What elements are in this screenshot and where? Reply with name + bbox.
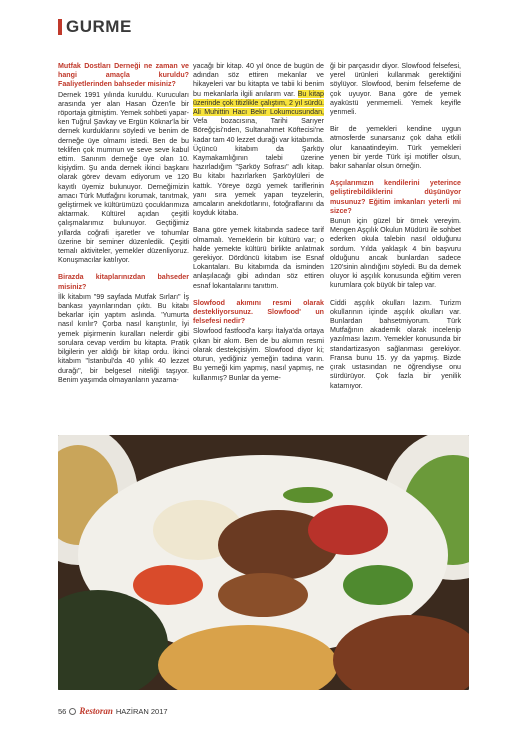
grilled-pepper <box>308 505 388 555</box>
answer-3-continued: ği bir parçasıdır diyor. Slowfood felsefesi, yerel ürünleri kullanmak gerektiğini söylüyor. Slowfood, benim felsefeme de çok uyuyor. Bana göre de yemek ayaküstü yenmemeli. Yemek keyifle yenmeli. <box>330 62 461 117</box>
question-1: Mutfak Dostları Derneği ne zaman ve hangi amaçla kuruldu? Faaliyetlerinden bahseder misiniz? <box>58 62 189 89</box>
issue-date: HAZİRAN 2017 <box>115 706 168 716</box>
answer-4: Bunun için güzel bir örnek vereyim. Mengen Aşçılık Okulun Müdürü ile sohbet ederken okula talebin nasıl olduğunu sordum. Yılda yaklaşık 4 bin başvuru olduğunu ancak bunlardan sadece 120'sinin alındığını söyledi. Bu da demek oluyor ki aşçılık konusunda eğitim veren kurumlara çok büyük bir talep var. <box>330 217 461 290</box>
page-number: 56 <box>58 706 67 716</box>
answer-4-paragraph-2: Ciddi aşçılık okulları lazım. Turizm okullarının içinde aşçılık okulları var. Bunlardan bahsetmiyorum. Türk Mutfağının akademik olarak incelenip yazılması lazım. Yemekler konusunda bir standartizasyon sağlanması gerekiyor. Fransa bunu 15. yy da yapmış. Bizde çırak ustasından ne öğrendiyse onu sürdürüyor. Çok fazla bir yenilik katamıyor. <box>330 298 461 390</box>
answer-3-paragraph-2: Bir de yemekleri kendine uygun atmosferde sunarsanız çok daha etkili olur kanaatindeyim. Türk yemekleri yenen bir yerde Türk işi motifler olsun, bakır sahanlar olsun örneğin. <box>330 125 461 171</box>
answer-2-paragraph-2: Bana göre yemek kitabında sadece tarif olmamalı. Yemeklerin bir kültürü var; o halde yemekte kültürü birlikte anlatmak gerekiyor. Dördüncü kitabım ise Esnaf Lokantaları. Bu kitabımda da isminden anlaşılacağı gibi adından söz ettiren esnaf lokantalarını tanıttım. <box>193 226 324 290</box>
magazine-logo-icon <box>69 708 76 715</box>
section-title: GURME <box>66 17 132 36</box>
food-photo <box>58 435 469 690</box>
answer-3: Slowfood fastfood'a karşı İtalya'da ortaya çıkan bir akım. Ben de bu akımın resmi olarak destekçisiyim. Slowfood diyor ki; oturun, yediğiniz yemeğin tadına varın. Bu yemeği kim yapmış, nasıl yapmış, ne kullanmış? Bunlar da yeme- <box>193 327 324 382</box>
highlighted-text: Bu kitap üzerinde çok titizlikle çalıştım, 2 yıl sürdü. Ali Muhittin Hacı Bekir Lokumcusundan, <box>193 89 324 117</box>
tomato <box>133 565 203 605</box>
answer-1: Dernek 1991 yılında kuruldu. Kurucuları arasında yer alan Hasan Özen'le bir röportaja gitmiştim. Yemek sohbeti yapar-ken Tuğrul Şavkay ve Ergün Köknar'la bir dernek kurduklarını söyledi ve benim de derneğe üye olmamı istedi. Ben de bu teklifen çok mumnun ve seve seve kabul ettim. Sanırım derneğe üye olan 10. kişiydim. Şu anda dernek ikinci başkanı olarak görev devam ediyorum ve 120 kayıtlı üyemiz bulunuyor. Derneğimizin amacı Türk Mutfağını korumak, tanıtmak, geliştirmek ve kültürümüzü çocuklarımıza aktarmak. Kültürel açıdan çeşitli çalışmalarımız bulunuyor. Geçtiğimiz yıllarda coğrafi işaretler ve tohumlar üzerine bir seminer düzenledik. Çeşitli temalı aktiviteler, yemekler düzenliyoruz. Konuşmacılar katılıyor. <box>58 90 189 265</box>
answer-2: İlk kitabım "99 sayfada Mutfak Sırları" İş bankası yayınlarından çıktı. Bu kitabı bekarlar için yaptım aslında. 'Yumurta nasıl kırılır? Çorba nasıl karıştırılır, İyi yemek pişirmenin kuralları nelerdir gibi sorulara cevap verdim bu kitapta. Pratik bilgilerin yer aldığı bir kitap ordu. İkinci kitabım "İstanbul'da 40 yıllık 40 lezzet durağı", bir belgesel niteliği taşıyor. Benim yaşımda olmayanların yazama- <box>58 292 189 384</box>
column-1 <box>58 62 189 393</box>
garnish-herb <box>283 487 333 503</box>
meatballs <box>218 573 308 617</box>
food-platter-illustration <box>58 435 469 690</box>
magazine-name: Restoran <box>79 706 113 716</box>
section-header <box>58 18 132 36</box>
question-2: Birazda kitaplarınızdan bahseder misiniz? <box>58 273 189 291</box>
column-2 <box>193 62 324 391</box>
green-pepper <box>343 565 413 605</box>
header-accent-bar <box>58 19 62 35</box>
answer-2-continued <box>193 62 324 218</box>
column-3 <box>330 62 461 399</box>
page-footer <box>58 706 168 716</box>
answer-2-text-b: Vefa bozacısına, Tarihi Sarıyer Böreğçisi'nden, Sultanahmet Köftecisi'ne kadar tam 40 lezzet durağı var kitabımda. Üçüncü kitabım da Şarköy Kaymakamlığının talebi üzerine hazırladığım "Şarköy Sofrası" adlı kitap. Bu kitabı hazırlarken Şarköylüleri de kattık. Yöreye özgü yemek tariflerinin yanı sıra yemek yapan teyzelerin, amcaların anekdotlarını, fotoğraflarını da koyduk kitaba. <box>193 117 324 218</box>
question-3: Slowfood akımını resmi olarak destekliyorsunuz. Slowfood' un felsefesi nedir? <box>193 298 324 326</box>
question-4: Aşçılarımızın kendilerini yeterince geliştirebildiklerini düşünüyor musunuz? Eğitim imkanları yeterli mi sizce? <box>330 179 461 215</box>
answer-2-text-a: yacağı bir kitap. 40 yıl önce de bugün de adından söz ettiren mekanlar ve hikayeleri var bu kitapta ve tabii ki benim bu mekanlarla ilgili anılarım var. <box>193 62 324 98</box>
